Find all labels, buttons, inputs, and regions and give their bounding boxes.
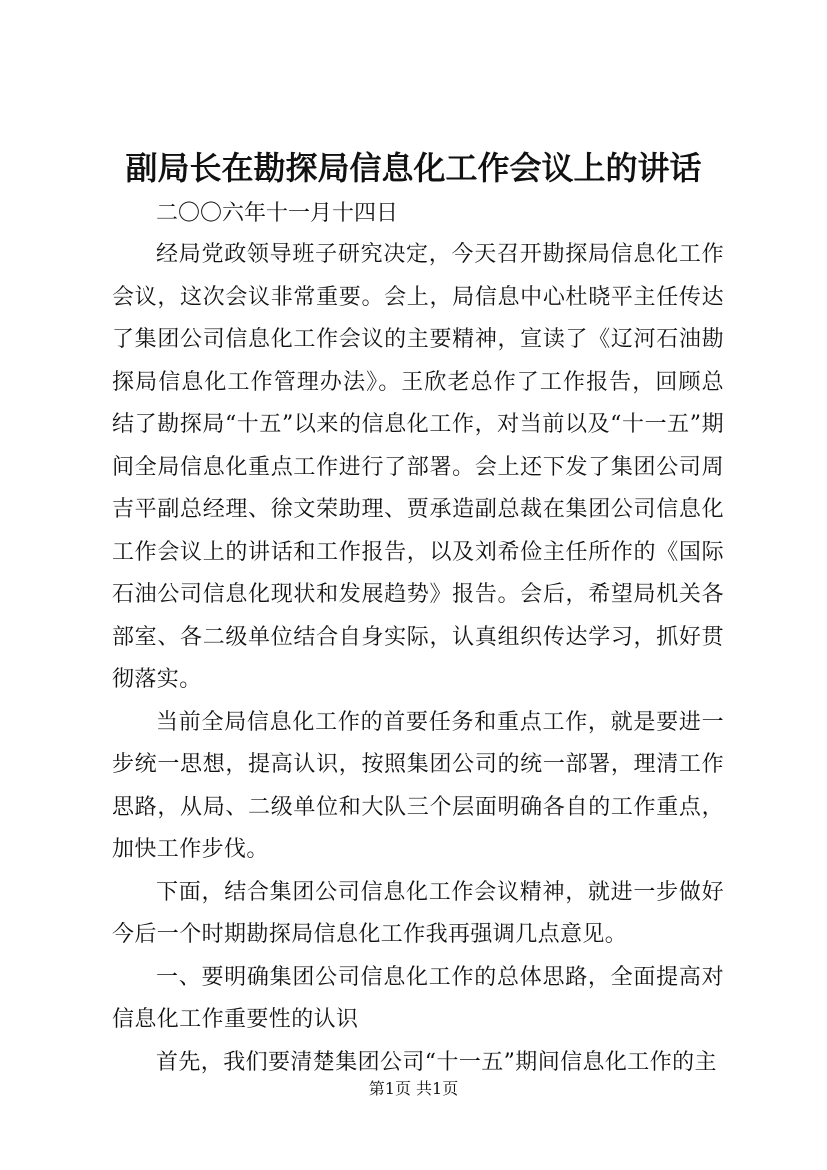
section-heading-1: 一、要明确集团公司信息化工作的总体思路，全面提高对信息化工作重要性的认识 — [112, 964, 724, 1032]
document-title: 副局长在勘探局信息化工作会议上的讲话 — [125, 149, 702, 187]
page-footer: 第1页 共1页 — [368, 1079, 459, 1098]
paragraph-introduction: 下面，结合集团公司信息化工作会议精神，就进一步做好今后一个时期勘探局信息化工作我再强调几点意见。 — [112, 879, 724, 947]
paragraph-primary-task: 当前全局信息化工作的首要任务和重点工作，就是要进一步统一思想，提高认识，按照集团公司的统一部署，理清工作思路，从局、二级单位和大队三个层面明确各自的工作重点，加快工作步伐。 — [112, 709, 724, 862]
paragraph-first-point: 首先，我们要清楚集团公司“十一五”期间信息化工作的主 — [156, 1049, 717, 1075]
paragraph-meeting-summary: 经局党政领导班子研究决定，今天召开勘探局信息化工作会议，这次会议非常重要。会上，局信息中心杜晓平主任传达了集团公司信息化工作会议的主要精神，宣读了《辽河石油勘探局信息化工作管理办法》。王欣老总作了工作报告，回顾总结了勘探局“十五”以来的信息化工作，对当前以及“十一五”期间全局信息化重点工作进行了部署。会上还下发了集团公司周吉平副总经理、徐文荣助理、贾承造副总裁在集团公司信息化工作会议上的讲话和工作报告，以及刘希俭主任所作的《国际石油公司信息化现状和发展趋势》报告。会后，希望局机关各部室、各二级单位结合自身实际，认真组织传达学习，抓好贯彻落实。 — [112, 242, 724, 692]
speech-date: 二〇〇六年十一月十四日 — [156, 201, 399, 226]
document-body — [112, 234, 724, 1084]
